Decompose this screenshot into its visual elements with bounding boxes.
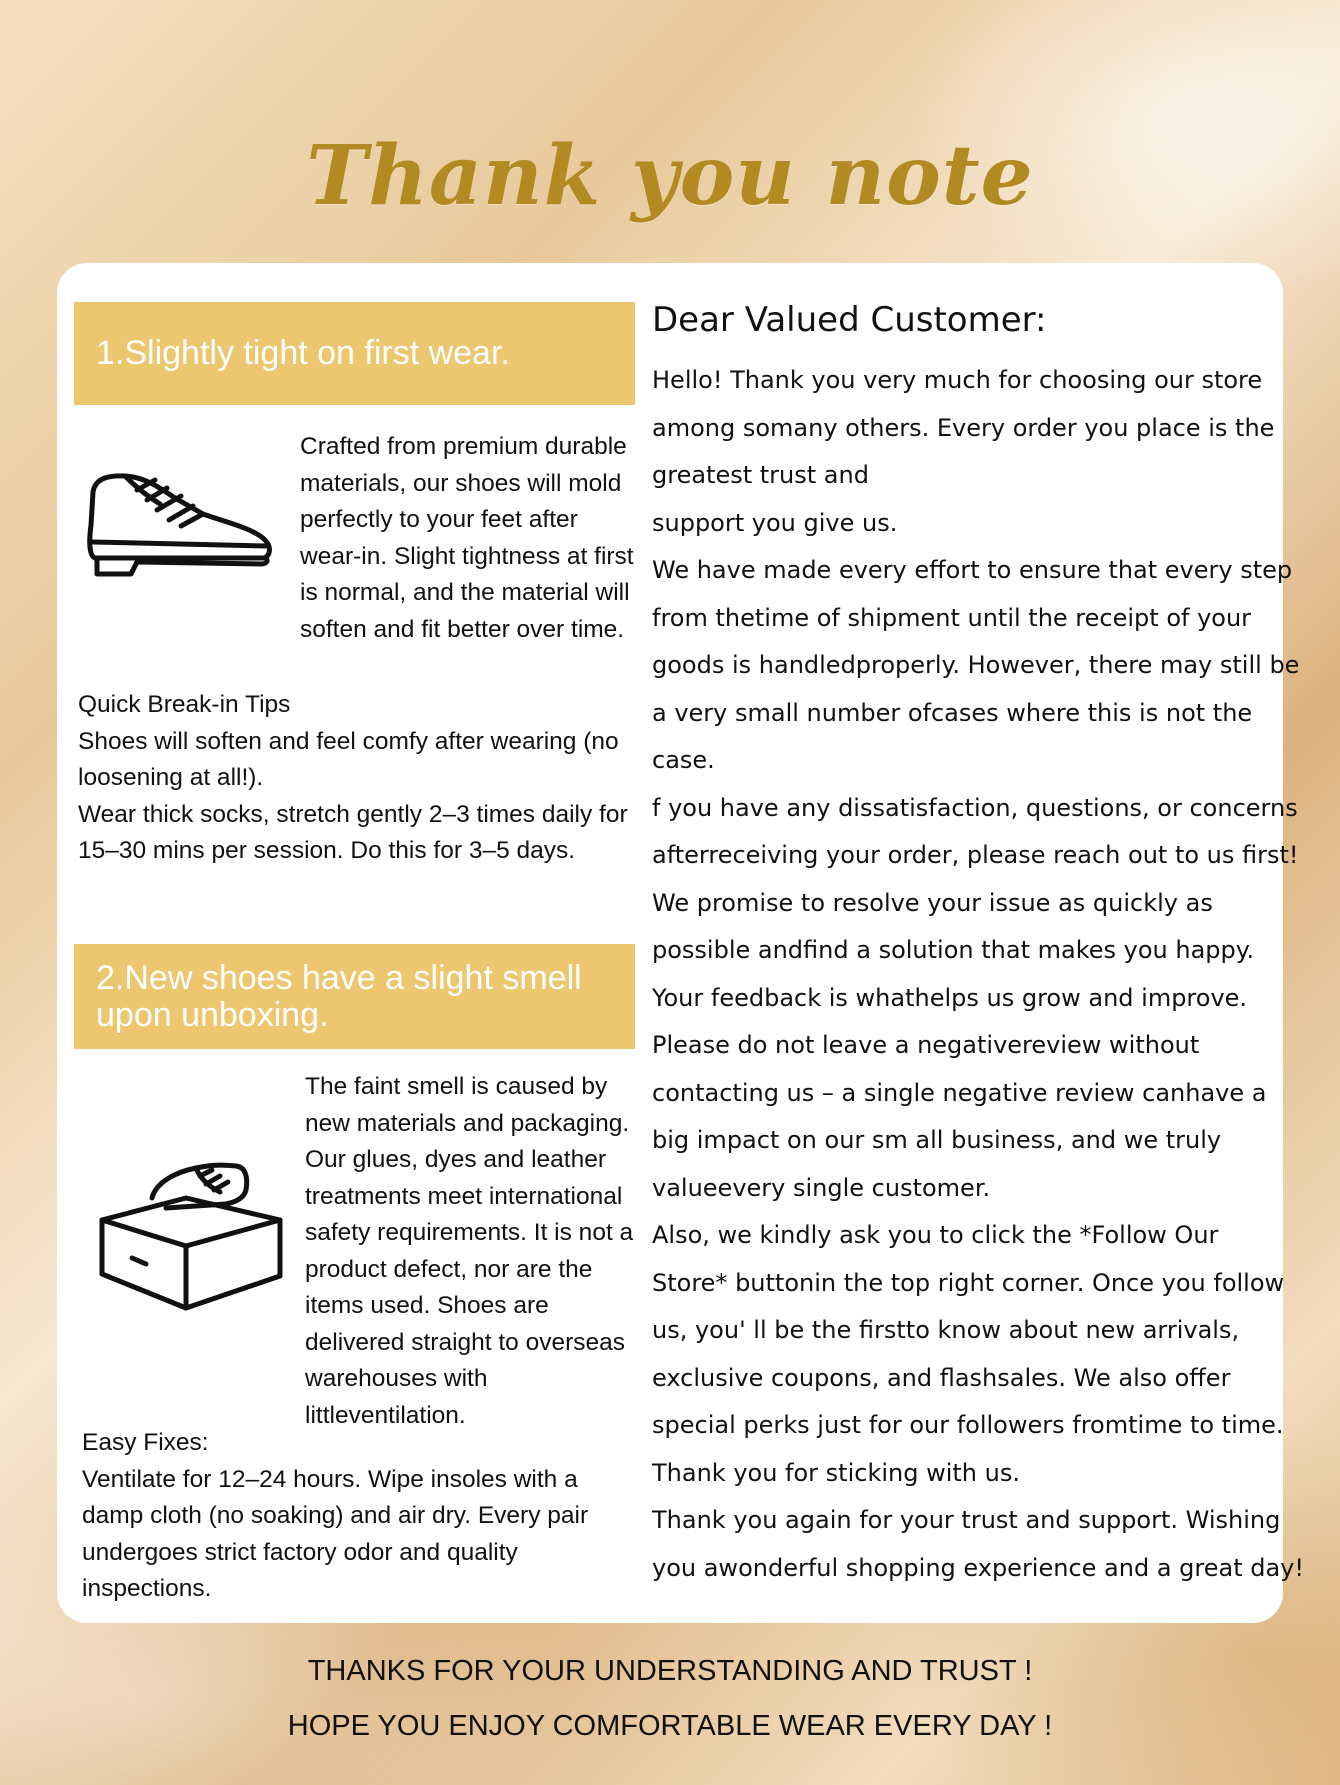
letter-line: greatest trust and	[652, 461, 869, 489]
letter-line: Also, we kindly ask you to click the *Follow Our	[652, 1221, 1219, 1249]
letter-line: special perks just for our followers fromtime to time.	[652, 1411, 1284, 1439]
letter-line: among somany others. Every order you place is the	[652, 413, 1275, 442]
letter-line: case.	[652, 746, 715, 774]
section-1-tips: Quick Break-in Tips Shoes will soften and feel comfy after wearing (no loosening at all!). Wear thick socks, stretch gently 2–3 times daily for 15–30 mins per session. Do this for 3–5 days.	[78, 691, 628, 864]
page-title: Thank you note	[306, 128, 1034, 224]
letter-line: f you have any dissatisfaction, questions, or concerns	[652, 793, 1298, 822]
letter-line: a very small number ofcases where this is not the	[652, 698, 1253, 727]
section-heading-smell: 2.New shoes have a slight smell upon unboxing.	[74, 944, 635, 1049]
shoe-box-icon	[96, 1158, 286, 1313]
letter-body	[652, 357, 1305, 1592]
letter-line: goods is handledproperly. However, there may still be	[652, 651, 1300, 679]
letter-line: Hello! Thank you very much for choosing our store	[652, 366, 1263, 394]
section-2-tips: Easy Fixes: Ventilate for 12–24 hours. Wipe insoles with a damp cloth (no soaking) and air dry. Every pair undergoes strict factory odor and quality inspections.	[82, 1429, 589, 1602]
letter-line: support you give us.	[652, 508, 898, 537]
letter-line: big impact on our sm all business, and we truly	[652, 1126, 1222, 1154]
letter-line: you awonderful shopping experience and a great day!	[652, 1553, 1305, 1582]
letter-line: afterreceiving your order, please reach out to us first!	[652, 841, 1299, 869]
letter-line: Your feedback is whathelps us grow and improve.	[652, 983, 1248, 1012]
letter-line: us, you' ll be the firstto know about new arrivals,	[652, 1316, 1240, 1344]
letter-line: Store* buttonin the top right corner. Once you follow	[652, 1268, 1285, 1297]
letter-line: possible andfind a solution that makes you happy.	[652, 936, 1255, 964]
letter-line: Thank you again for your trust and support. Wishing	[652, 1506, 1281, 1534]
footer-wish: HOPE YOU ENJOY COMFORTABLE WEAR EVERY DAY !	[287, 1710, 1053, 1742]
section-2-body: The faint smell is caused by new materials and packaging. Our glues, dyes and leather treatments meet international safety requirements. It is not a product defect, nor are the items used. Shoes are delivered straight to overseas warehouses with littleventilation.	[305, 1073, 634, 1429]
section-heading-tight-fit: 1.Slightly tight on first wear.	[74, 302, 635, 405]
section-1-body: Crafted from premium durable materials, our shoes will mold perfectly to your feet after wear-in. Slight tightness at first is normal, and the material will soften and fit better over time.	[300, 433, 634, 643]
letter-line: exclusive coupons, and flashsales. We also offer	[652, 1363, 1231, 1392]
letter-line: Please do not leave a negativereview without	[652, 1031, 1200, 1059]
letter-line: valueevery single customer.	[652, 1173, 991, 1202]
shoe-icon	[85, 470, 275, 580]
letter-line: We promise to resolve your issue as quickly as	[652, 888, 1213, 917]
letter-line: contacting us – a single negative review canhave a	[652, 1078, 1267, 1107]
letter-greeting: Dear Valued Customer:	[652, 300, 1047, 340]
footer-thanks: THANKS FOR YOUR UNDERSTANDING AND TRUST !	[307, 1655, 1033, 1687]
letter-line: We have made every effort to ensure that every step	[652, 556, 1293, 584]
letter-line: Thank you for sticking with us.	[652, 1458, 1020, 1487]
letter-line: from thetime of shipment until the receipt of your	[652, 603, 1252, 632]
